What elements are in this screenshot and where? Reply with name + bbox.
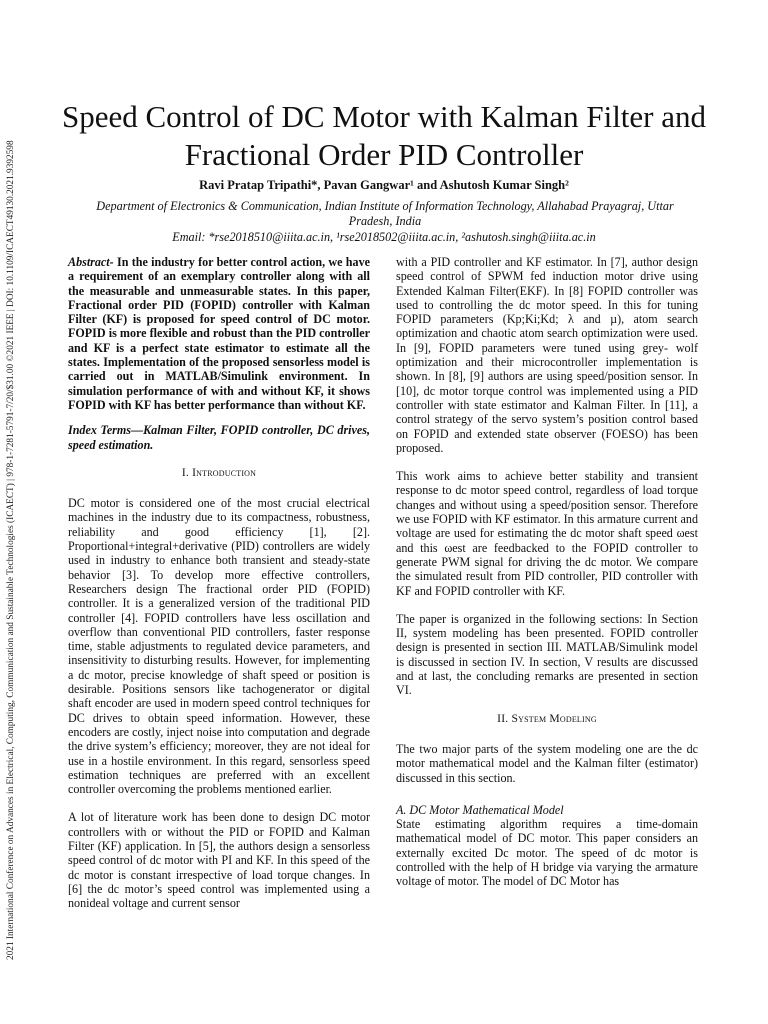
organization-paragraph: The paper is organized in the following sections: In Section II, system modeling has been presented. FOPID controller design is presented in section III. MATLAB/Simulink model is discussed in section IV. In section, V results are discussed and at last, the concluding remarks are presented in section VI. [396, 611, 698, 698]
intro-paragraph-2: A lot of literature work has been done to design DC motor controllers with or without the PID or FOPID and Kalman Filter (KF) application. In [5], the authors design a sensorless speed control of dc motor with PI and KF. In this speed of the dc motor is constant irrespective of load torque changes. In [6] the dc motor’s speed control was implemented using a nonideal voltage and current sensor [68, 810, 370, 911]
affiliation: Department of Electronics & Communication, Indian Institute of Information Technology, Allahabad Prayagraj, Uttar Pradesh, India [96, 199, 674, 228]
system-modeling-paragraph: The two major parts of the system modeling one are the dc motor mathematical model and the Kalman filter (estimator) discussed in this section. [396, 741, 698, 785]
author-emails: Email: *rse2018510@iiita.ac.in, ¹rse2018502@iiita.ac.in, ²ashutosh.singh@iiita.ac.in [172, 230, 596, 244]
subsection-heading-dc-motor-model: A. DC Motor Mathematical Model [396, 802, 564, 817]
conference-doi-sidebar [4, 80, 24, 960]
index-terms-label: Index Terms [68, 423, 132, 438]
section-heading-system-modeling: II. System Modeling [497, 711, 597, 725]
left-column [68, 255, 370, 910]
related-work-paragraph: with a PID controller and KF estimator. In [7], author design speed control of SPWM fed induction motor drive using Extended Kalman Filter(EKF). In [8] FOPID controller was used to controlling the dc motor speed. In this for tuning FOPID parameters (Kp;Ki;Kd; λ and µ), atom search optimization and chaotic atom search optimization were used. In [9], FOPID parameters were tuned using grey- wolf optimization and their microcontroller implementation is shown. In [8], [9] authors are using speed/position sensor. In [10], dc motor torque control was implemented using a PID controller with state estimator and Kalman Filter. In [11], a control strategy of the servo system’s position control based on FOPID and extended state observer (FOESO) has been proposed. [396, 255, 698, 455]
author-list: Ravi Pratap Tripathi*, Pavan Gangwar¹ and Ashutosh Kumar Singh² [199, 178, 569, 192]
dc-motor-model-paragraph: State estimating algorithm requires a time-domain mathematical model of DC motor. This paper considers an externally excited Dc motor. The speed of dc motor is controlled with the help of H bridge via varying the armature voltage of motor. The model of DC Motor has [396, 817, 698, 889]
intro-paragraph-1: DC motor is considered one of the most crucial electrical machines in the industry due to its compactness, robustness, reliability and good efficiency [1], [2]. Proportional+integral+derivative (PID) controllers are widely used in industry to enhance both transient and steady-state behavior [3]. To develop more effective controllers, Researchers design The fractional order PID (FOPID) controller. It is a generalized version of the traditional PID controller [4]. FOPID controllers have less oscillation and overflow than conventional PID controllers, faster response time, stable adjustments to regulated device parameters, and insensitivity to disturbing results. However, for implementing a dc motor, precise knowledge of shaft speed or position is desirable. Positions sensors like tachogenerator or digital shaft encoder are used in modern speed control techniques for DC drives to obtain speed information. However, these encoders are costly, inject noise into computation and degrade the drive system’s efficiency; moreover, they are not ideal for use in a hostile environment. In this regard, sensorless speed estimation techniques are preferred with an excellent controller overcoming the problems mentioned earlier. [68, 496, 370, 797]
index-terms [68, 423, 370, 452]
right-column [396, 255, 698, 889]
aim-paragraph: This work aims to achieve better stability and transient response to dc motor speed control, regardless of load torque changes and without using a speed/position sensor. Therefore we use FOPID with KF estimator. In this armature current and voltage are used for estimating the dc motor shaft speed ωest and this ωest are feedbacked to the FOPID controller to generate PWM signal for driving the dc motor. We compare the simulated result from PID controller, PID controller with KF and FOPID controller with KF. [396, 469, 698, 598]
abstract-text: In the industry for better control action, we have a requirement of an exemplary controller along with all the measurable and unmeasurable states. In this paper, Fractional order PID (FOPID) controller with Kalman Filter (KF) is proposed for speed control of DC motor. FOPID is more flexible and robust than the PID controller and KF is a perfect state estimator to estimate all the states. Implementation of the proposed sensorless model is carried out in MATLAB/Simulink environment. In simulation performance of with and without KF, it shows FOPID with KF has better performance than without KF. [68, 255, 370, 412]
paper-title: Speed Control of DC Motor with Kalman Filter and Fractional Order PID Controller [61, 99, 707, 172]
abstract-label: Abstract- [68, 255, 114, 269]
abstract [68, 255, 370, 412]
side-note-text: 2021 International Conference on Advances in Electrical, Computing, Communication and Sustainable Technologies (ICAECT) | 978-1-7281-5791-7/20/$31.00 ©2021 IEEE | DOI: 10.1109/ICAECT49130.2021.9392598 [6, 140, 16, 960]
section-heading-introduction: I. Introduction [181, 465, 257, 479]
index-terms-text: —Kalman Filter, FOPID controller, DC drives, speed estimation. [68, 423, 370, 452]
